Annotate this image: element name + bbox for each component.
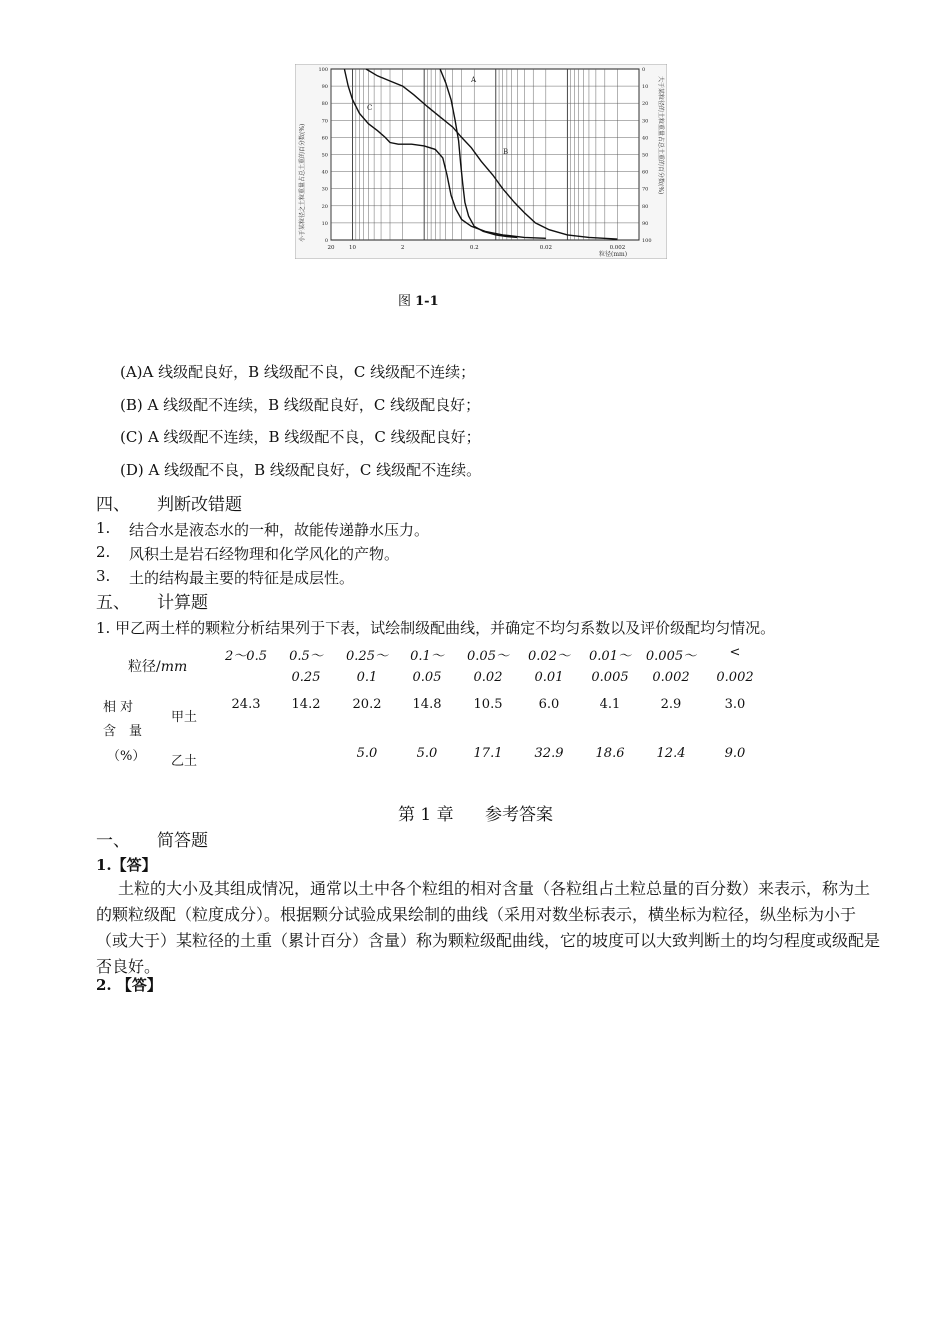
answer2-label: 2. 【答】 [96,976,162,994]
x-tick-2: 2 [400,245,405,251]
soil-a-cell-6: 6.0 [538,697,560,712]
left-tick-90: 90 [321,84,328,91]
soil-a-cell-4: 14.8 [412,697,442,712]
range-top-cell-1: 2～0.5 [225,649,267,664]
right-tick-70: 70 [642,186,649,193]
right-tick-30: 30 [642,118,649,125]
answer1-label: 1.【答】 [96,856,157,874]
curve-label-c: C [367,104,373,112]
soil-a-cell-7: 4.1 [599,697,621,712]
left-tick-80: 80 [321,101,328,108]
s4-item2-num: 2. [96,543,111,561]
caption-prefix: 图 [398,294,416,309]
x-tick-0.002: 0.002 [609,245,626,251]
right-tick-40: 40 [642,135,649,142]
option-d: (D) A 线级配不良，B 线级配良好，C 线级配不连续。 [120,461,482,479]
soil-a-cell-2: 14.2 [291,697,321,712]
right-tick-50: 50 [642,152,649,159]
answers-heading-num: 一、 [96,831,130,851]
left-tick-100: 100 [318,67,328,73]
right-tick-60: 60 [642,169,649,176]
range-bottom-cell-5: 0.02 [473,670,503,685]
left-tick-70: 70 [321,118,328,125]
range-top-cell-8: 0.005～ [645,649,697,664]
soil-b-cell-6: 32.9 [534,746,564,761]
answer1-text: 土粒的大小及其组成情况，通常以土中各个粒组的相对含量（各粒组占土粒总量的百分数）来表示，称为土的颗粒级配（粒度成分）。根据颗分试验成果绘制的曲线（采用对数坐标表示，横坐标为粒径，纵坐标为小于（或大于）某粒径的土重（累计百分）含量）称为颗粒级配曲线，它的坡度可以大致判断土的均匀程度或级配是否良好。 [96,879,881,976]
chapter-title-a: 第 1 章 [398,805,454,825]
option-a: (A)A 线级配良好，B 线级配不良，C 线级配不连续； [120,363,476,381]
caption-number: 1-1 [415,294,439,309]
range-top-cell-5: 0.05～ [467,649,509,664]
figure-caption [398,290,439,309]
range-top-cell-4: 0.1～ [410,649,444,664]
range-top-cell-2: 0.5～ [289,649,323,664]
left-tick-0: 0 [324,238,328,244]
range-top-cell-3: 0.25～ [346,649,388,664]
grading-curve-figure [295,64,667,259]
grading-curve-chart [295,64,667,259]
left-tick-20: 20 [321,203,328,210]
table-size-label: 粒径/mm [128,659,188,675]
left-tick-40: 40 [321,169,328,176]
section5-heading: 计算题 [157,593,208,613]
soil-a-cell-1: 24.3 [231,697,261,712]
row-header-2: 含 量 [103,724,143,739]
left-tick-50: 50 [321,152,328,159]
option-b: (B) A 线级配不连续，B 线级配良好，C 线级配良好； [120,396,481,414]
right-tick-20: 20 [642,101,649,108]
soil-b-cell-4: 5.0 [416,746,438,761]
soil-a-label: 甲土 [171,710,198,725]
range-bottom-cell-9: 0.002 [716,670,754,685]
curve-label-b: B [503,148,509,156]
x-tick-0.2: 0.2 [469,245,479,251]
soil-b-cell-5: 17.1 [473,746,503,761]
range-top-cell-7: 0.01～ [589,649,631,664]
left-tick-60: 60 [321,135,328,142]
chapter-title-b: 参考答案 [485,805,553,825]
s4-item3: 土的结构最主要的特征是成层性。 [129,569,355,587]
soil-b-cell-8: 12.4 [656,746,686,761]
row-header-3: （%） [107,749,146,764]
s4-item2: 风积土是岩石经物理和化学风化的产物。 [129,545,400,563]
row-header-1: 相 对 [103,700,134,715]
x-tick-0.02: 0.02 [539,245,552,251]
soil-a-cell-8: 2.9 [660,697,682,712]
x-tick-10: 10 [349,245,357,251]
soil-b-label: 乙土 [171,754,198,769]
section5-heading-num: 五、 [96,593,130,613]
left-axis-title: 小于某粒径之土粒重量占总土重的百分数(%) [299,123,306,242]
s5-question: 1. 甲乙两土样的颗粒分析结果列于下表，试绘制级配曲线，并确定不均匀系数以及评价级配均匀情况。 [96,619,776,637]
soil-a-cell-5: 10.5 [473,697,503,712]
right-tick-100: 100 [642,238,652,244]
s4-item3-num: 3. [96,567,111,585]
right-tick-10: 10 [642,84,649,91]
left-tick-10: 10 [321,220,328,227]
s4-item1-num: 1. [96,519,111,537]
range-bottom-cell-8: 0.002 [652,670,690,685]
soil-a-cell-9: 3.0 [724,697,746,712]
range-bottom-cell-7: 0.005 [591,670,629,685]
curve-label-a: A [471,76,477,84]
soil-b-cell-7: 18.6 [595,746,625,761]
answers-heading: 简答题 [157,831,208,851]
range-bottom-cell-2: 0.25 [291,670,321,685]
section4-heading-num: 四、 [96,495,130,515]
range-bottom-cell-6: 0.01 [534,670,564,685]
soil-a-cell-3: 20.2 [352,697,382,712]
x-tick-20: 20 [327,245,335,251]
section4-heading: 判断改错题 [157,495,242,515]
right-tick-0: 0 [642,67,646,73]
range-top-cell-6: 0.02～ [528,649,570,664]
s4-item1: 结合水是液态水的一种，故能传递静水压力。 [129,521,430,539]
soil-b-cell-3: 5.0 [356,746,378,761]
range-top-cell-9: < [729,645,741,660]
right-axis-title: 大于某粒径的土粒重量占总土重的百分数(%) [657,76,664,195]
range-bottom-cell-4: 0.05 [412,670,442,685]
x-axis-label: 粒径(mm) [599,251,628,258]
soil-b-cell-9: 9.0 [724,746,746,761]
chart-grid [331,69,639,240]
left-tick-30: 30 [321,186,328,193]
right-tick-80: 80 [642,203,649,210]
range-bottom-cell-3: 0.1 [356,670,378,685]
right-tick-90: 90 [642,220,649,227]
option-c: (C) A 线级配不连续，B 线级配不良，C 线级配良好； [120,428,481,446]
